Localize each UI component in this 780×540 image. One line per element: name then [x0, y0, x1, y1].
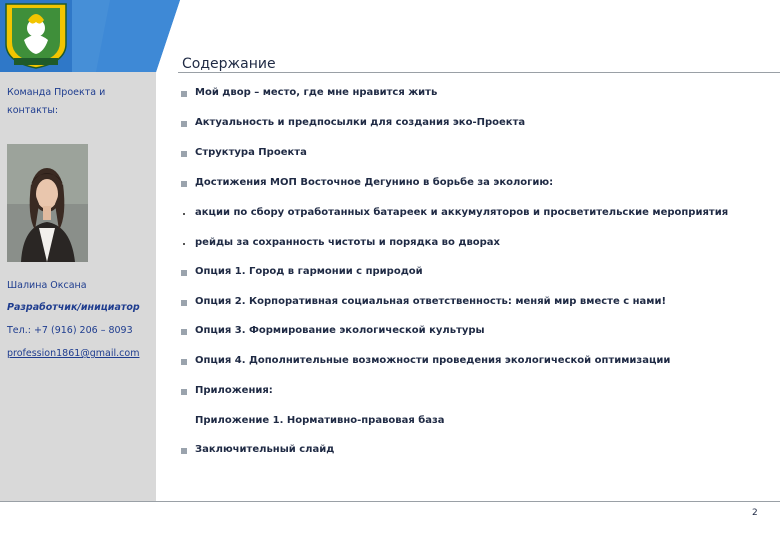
square-bullet-icon	[181, 151, 187, 157]
title-divider	[178, 72, 780, 73]
author-phone: Тел.: +7 (916) 206 – 8093	[7, 325, 133, 336]
square-bullet-icon	[181, 389, 187, 395]
header-band	[0, 0, 780, 72]
square-bullet-icon	[181, 300, 187, 306]
district-crest-logo	[0, 0, 72, 72]
square-bullet-icon	[181, 270, 187, 276]
dot-bullet-icon	[183, 243, 185, 245]
square-bullet-icon	[181, 181, 187, 187]
square-bullet-icon	[181, 448, 187, 454]
author-role: Разработчик/инициатор	[7, 302, 140, 313]
slide-title: Содержание	[182, 56, 276, 72]
square-bullet-icon	[181, 329, 187, 335]
dot-bullet-icon	[183, 213, 185, 215]
square-bullet-icon	[181, 121, 187, 127]
page-number: 2	[752, 508, 758, 518]
team-label: Команда Проекта и контакты:	[7, 87, 106, 116]
square-bullet-icon	[181, 91, 187, 97]
square-bullet-icon	[181, 359, 187, 365]
author-email-link[interactable]: profession1861@gmail.com	[7, 348, 140, 359]
author-name: Шалина Оксана	[7, 280, 87, 291]
author-photo	[7, 144, 88, 262]
footer-divider	[0, 501, 780, 502]
